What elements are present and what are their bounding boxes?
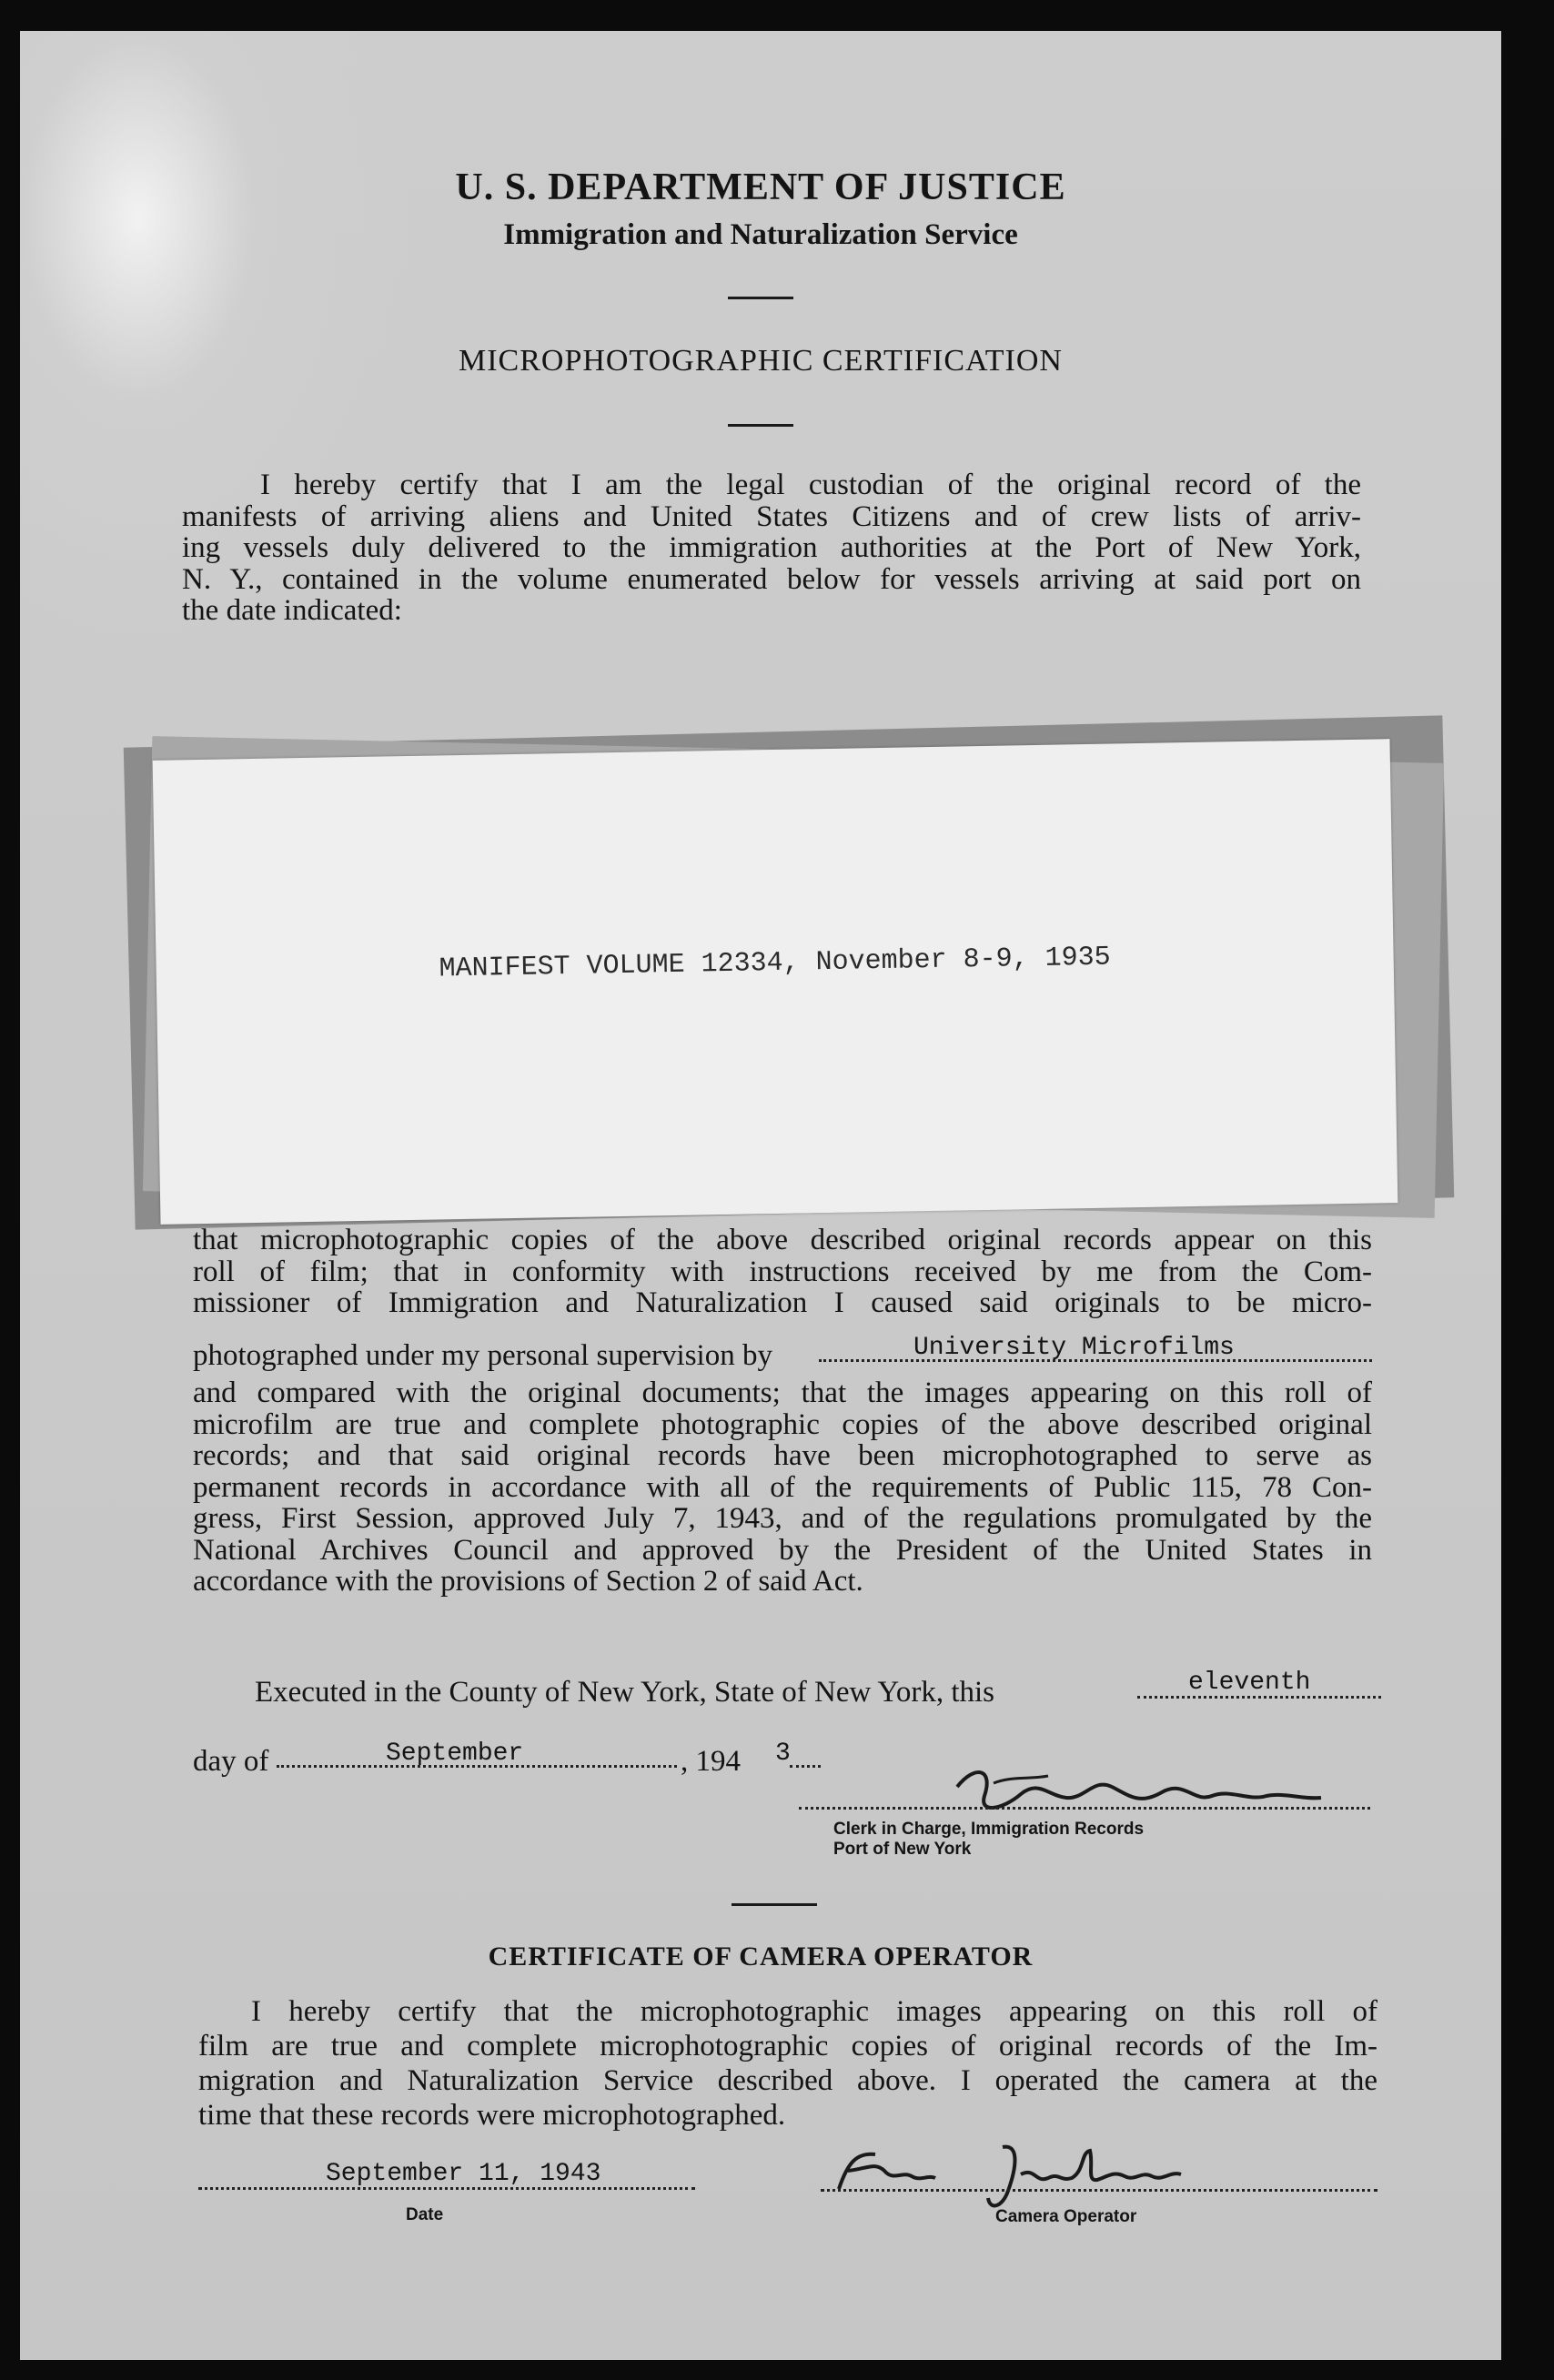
paragraph-line: records; and that said original records have been microphotographed to serve as [193,1439,1372,1472]
paragraph-line: National Archives Council and approved by the President of the United States in [193,1533,1372,1567]
clerk-title [833,1820,1144,1860]
clerk-title-line: Clerk in Charge, Immigration Records [833,1820,1145,1839]
day-of-label: day of [193,1745,269,1778]
paragraph-line: manifests of arriving aliens and United States Citizens and of crew lists of arriv- [182,499,1361,533]
operator-signature-line [821,2189,1377,2192]
paragraph-line: microfilm are true and complete photographic copies of the above described original [193,1407,1372,1441]
photographer-value: University Microfilms [913,1334,1235,1362]
date-label: Date [406,2205,444,2224]
paragraph-line: time that these records were microphotographed. [198,2099,786,2132]
divider [728,297,793,299]
paragraph-line: gress, First Session, approved July 7, 1943, and of the regulations promulgated by the [193,1502,1372,1535]
paragraph-line: migration and Naturalization Service described above. I operated the camera at the [198,2064,1377,2097]
department-title: U. S. DEPARTMENT OF JUSTICE [455,166,1066,208]
paragraph-line: film are true and complete microphotographic copies of original records of the Im- [198,2030,1377,2062]
paragraph-line: that microphotographic copies of the above described original records appear on this [193,1224,1372,1256]
camera-operator-label: Camera Operator [995,2207,1137,2226]
executed-label: Executed in the County of New York, State of New York, this [255,1676,995,1709]
body-paragraph [193,1225,1372,1319]
certificate-sheet [20,31,1501,2360]
fill-line [790,1765,821,1768]
paragraph-line: the date indicated: [182,594,402,627]
divider [728,424,793,427]
photographed-by-label: photographed under my personal supervision by [193,1339,772,1372]
divider [732,1903,817,1906]
camera-heading: CERTIFICATE OF CAMERA OPERATOR [488,1941,1034,1972]
photographed-by-line [193,1334,1372,1376]
month-value: September [386,1740,524,1768]
year-digit: 3 [775,1740,791,1768]
manifest-volume-text: MANIFEST VOLUME 12334, November 8-9, 1935 [439,942,1111,985]
signature-line [799,1807,1370,1810]
paragraph-line: permanent records in accordance with all of the requirements of Public 115, 78 Con- [193,1470,1372,1504]
date-line [193,1740,848,1781]
paragraph-line: accordance with the provisions of Section 2 of said Act. [193,1565,863,1598]
intro-paragraph [182,469,1361,627]
service-subtitle: Immigration and Naturalization Service [503,218,1018,251]
manifest-card [153,739,1398,1225]
paragraph-line: N. Y., contained in the volume enumerated below for vessels arriving at said port on [182,562,1361,596]
paragraph-line: ing vessels duly delivered to the immigration authorities at the Port of New York, [182,531,1361,564]
operator-signature [821,2134,1212,2216]
camera-date-value: September 11, 1943 [326,2160,601,2188]
paragraph-line: missioner of Immigration and Naturalization I caused said originals to be micro- [193,1286,1372,1319]
paragraph-line: I hereby certify that the microphotographic images appearing on this roll of [251,1995,1377,2028]
year-prefix: , 194 [681,1745,741,1778]
clerk-title-line: Port of New York [833,1840,972,1859]
camera-paragraph [198,1994,1377,2133]
body-paragraph-continued [193,1377,1372,1598]
paragraph-line: I hereby certify that I am the legal custodian of the original record of the [260,469,1361,501]
day-value: eleventh [1188,1669,1311,1697]
certification-heading: MICROPHOTOGRAPHIC CERTIFICATION [458,344,1063,378]
executed-line [255,1669,1383,1712]
paragraph-line: roll of film; that in conformity with instructions received by me from the Com- [193,1255,1372,1288]
paragraph-line: and compared with the original documents; that the images appearing on this roll of [193,1377,1372,1409]
